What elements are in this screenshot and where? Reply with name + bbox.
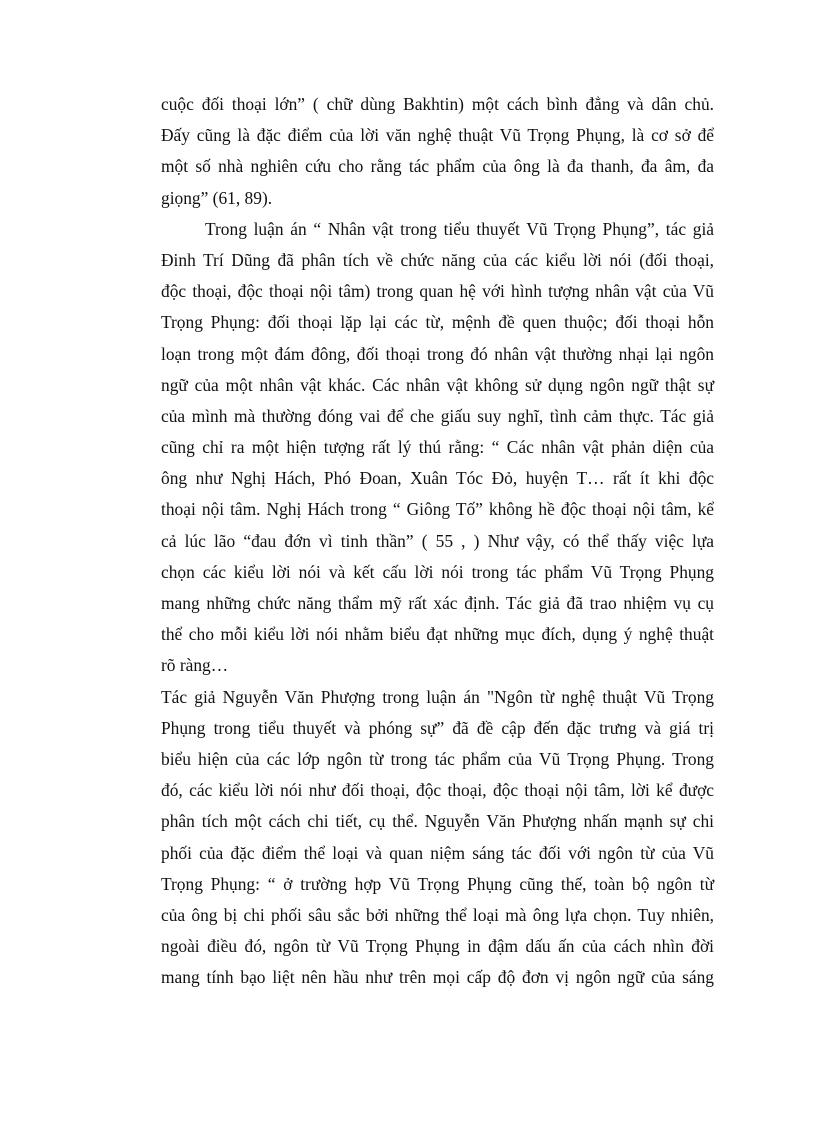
text-line: chọn các kiểu lời nói và kết cấu lời nói trong tác phẩm Vũ Trọng Phụng — [161, 561, 714, 582]
text-line: Đinh Trí Dũng đã phân tích về chức năng của các kiểu lời nói (đối thoại, — [161, 249, 714, 270]
text-line: của ông bị chi phối sâu sắc bởi những thể loại mà ông lựa chọn. Tuy nhiên, — [161, 904, 714, 925]
text-line: Trọng Phụng: đối thoại lặp lại các từ, mệnh đề quen thuộc; đối thoại hỗn — [161, 312, 714, 333]
text-line: thoại nội tâm. Nghị Hách trong “ Giông Tố” không hề độc thoại nội tâm, kể — [161, 499, 714, 520]
text-line: ngoài điều đó, ngôn từ Vũ Trọng Phụng in đậm dấu ấn của cách nhìn đời — [161, 936, 714, 957]
text-line: một số nhà nghiên cứu cho rằng tác phẩm của ông là đa thanh, đa âm, đa — [161, 156, 714, 177]
paragraph-first-line: Trong luận án “ Nhân vật trong tiểu thuyết Vũ Trọng Phụng”, tác giả — [205, 218, 714, 239]
text-line: mang những chức năng thẩm mỹ rất xác định. Tác giả đã trao nhiệm vụ cụ — [161, 593, 714, 613]
text-line: ông như Nghị Hách, Phó Đoan, Xuân Tóc Đỏ, huyện T… rất ít khi độc — [161, 468, 714, 489]
text-line: độc thoại, độc thoại nội tâm) trong quan hệ với hình tượng nhân vật của Vũ — [161, 281, 714, 302]
body-text — [161, 89, 714, 993]
text-line: phối của đặc điểm thể loại và quan niệm sáng tác đối với ngôn từ của Vũ — [161, 842, 714, 863]
text-line: phân tích một cách chi tiết, cụ thể. Nguyễn Văn Phượng nhấn mạnh sự chi — [161, 811, 714, 832]
text-line: mang tính bạo liệt nên hầu như trên mọi cấp độ đơn vị ngôn ngữ của sáng — [161, 967, 714, 988]
text-line: Phụng trong tiểu thuyết và phóng sự” đã đề cập đến đặc trưng và giá trị — [161, 717, 714, 738]
text-line: cuộc đối thoại lớn” ( chữ dùng Bakhtin) một cách bình đẳng và dân chủ. — [161, 94, 714, 114]
text-line: loạn trong một đám đông, đối thoại trong đó nhân vật thường nhại lại ngôn — [161, 343, 714, 364]
text-line: thể cho mỗi kiểu lời nói nhằm biểu đạt những mục đích, dụng ý nghệ thuật — [161, 624, 714, 645]
text-line: của mình mà thường đóng vai để che giấu suy nghĩ, tình cảm thực. Tác giả — [161, 405, 714, 426]
text-line: cả lúc lão “đau đớn vì tinh thần” ( 55 , ) Như vậy, có thể thấy việc lựa — [161, 530, 714, 551]
text-line: cũng chỉ ra một hiện tượng rất lý thú rằng: “ Các nhân vật phản diện của — [161, 437, 714, 458]
text-line: rõ ràng… — [161, 655, 229, 676]
text-line: đó, các kiểu lời nói như đối thoại, độc thoại, độc thoại nội tâm, lời kể được — [161, 780, 714, 801]
text-line: biểu hiện của các lớp ngôn từ trong tác phẩm của Vũ Trọng Phụng. Trong — [161, 748, 714, 769]
text-line: ngữ của một nhân vật khác. Các nhân vật không sử dụng ngôn ngữ thật sự — [161, 374, 714, 395]
paragraph-first-line: Tác giả Nguyễn Văn Phượng trong luận án "Ngôn từ nghệ thuật Vũ Trọng — [161, 686, 714, 707]
text-line: giọng” (61, 89). — [161, 187, 273, 208]
text-line: Đấy cũng là đặc điểm của lời văn nghệ thuật Vũ Trọng Phụng, là cơ sở để — [161, 125, 714, 146]
text-line: Trọng Phụng: “ ở trường hợp Vũ Trọng Phụng cũng thế, toàn bộ ngôn từ — [161, 873, 714, 894]
